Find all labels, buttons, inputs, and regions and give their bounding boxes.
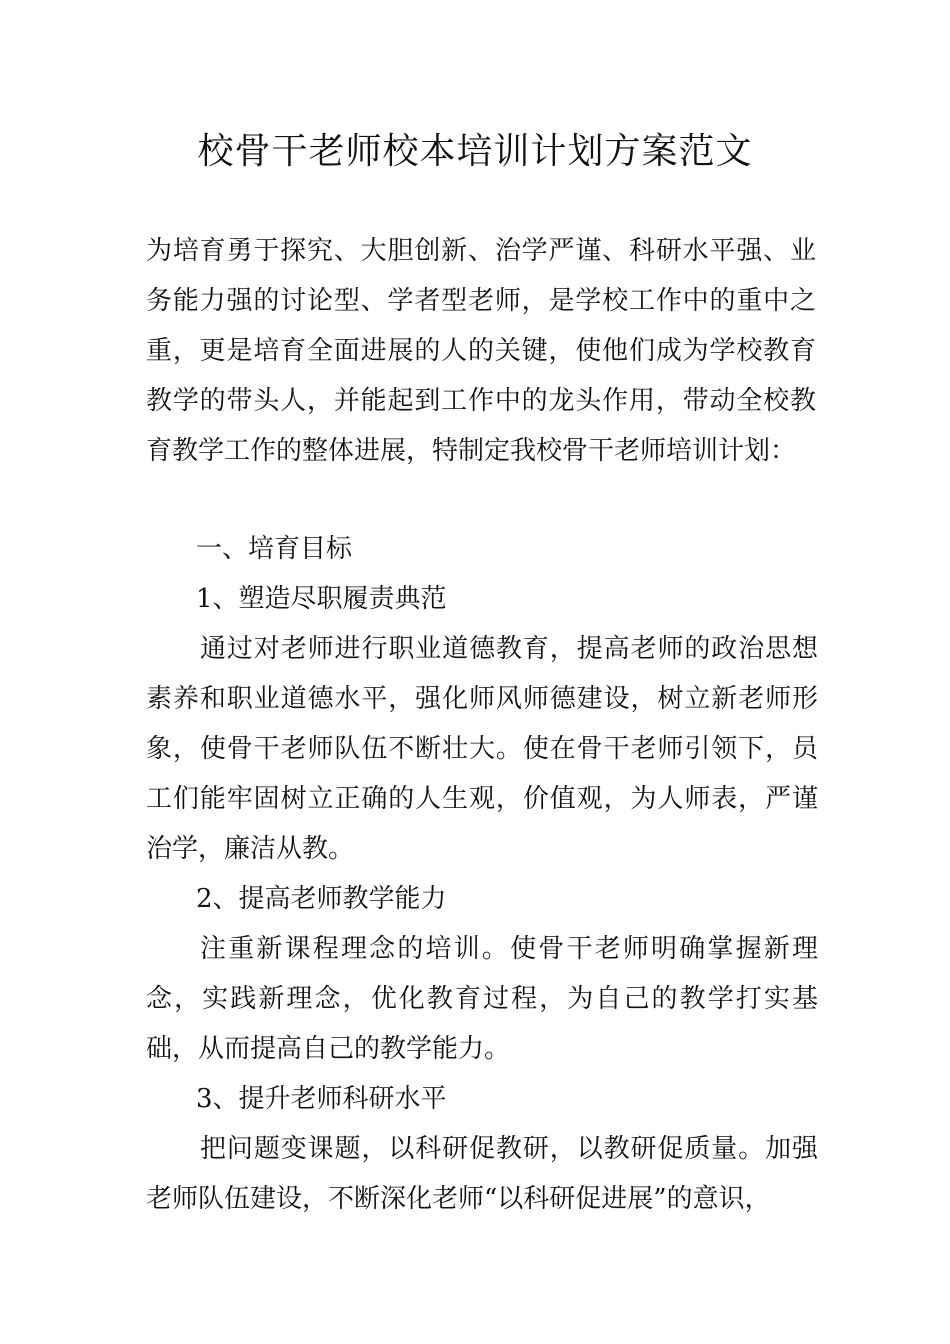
item-paragraph-1: 通过对老师进行职业道德教育，提高老师的政治思想素养和职业道德水平，强化师风师德建设，树立新老师形象，使骨干老师队伍不断壮大。使在骨干老师引领下，员工们能牢固树立正确的人生观，价值观，为人师表，严谨治学，廉洁从教。 — [146, 634, 818, 864]
intro-paragraph: 为培育勇于探究、大胆创新、治学严谨、科研水平强、业务能力强的讨论型、学者型老师，是学校工作中的重中之重，更是培育全面进展的人的关键，使他们成为学校教育教学的带头人，并能起到工作中的龙头作用，带动全校教育教学工作的整体进展，特制定我校骨干老师培训计划： — [146, 236, 816, 466]
item-heading-2: 2、提高老师教学能力 — [196, 884, 447, 914]
item-paragraph-3: 把问题变课题，以科研促教研，以教研促质量。加强老师队伍建设，不断深化老师“以科研促进展”的意识， — [146, 1134, 818, 1214]
item-heading-1: 1、塑造尽职履责典范 — [196, 584, 447, 614]
item-paragraph-2: 注重新课程理念的培训。使骨干老师明确掌握新理念，实践新理念，优化教育过程，为自己的教学打实基础，从而提高自己的教学能力。 — [146, 934, 818, 1064]
section-training-goals — [146, 524, 818, 1224]
item-heading-3: 3、提升老师科研水平 — [196, 1084, 447, 1114]
section-heading: 一、培育目标 — [196, 534, 353, 564]
document-title: 校骨干老师校本培训计划方案范文 — [197, 131, 753, 172]
